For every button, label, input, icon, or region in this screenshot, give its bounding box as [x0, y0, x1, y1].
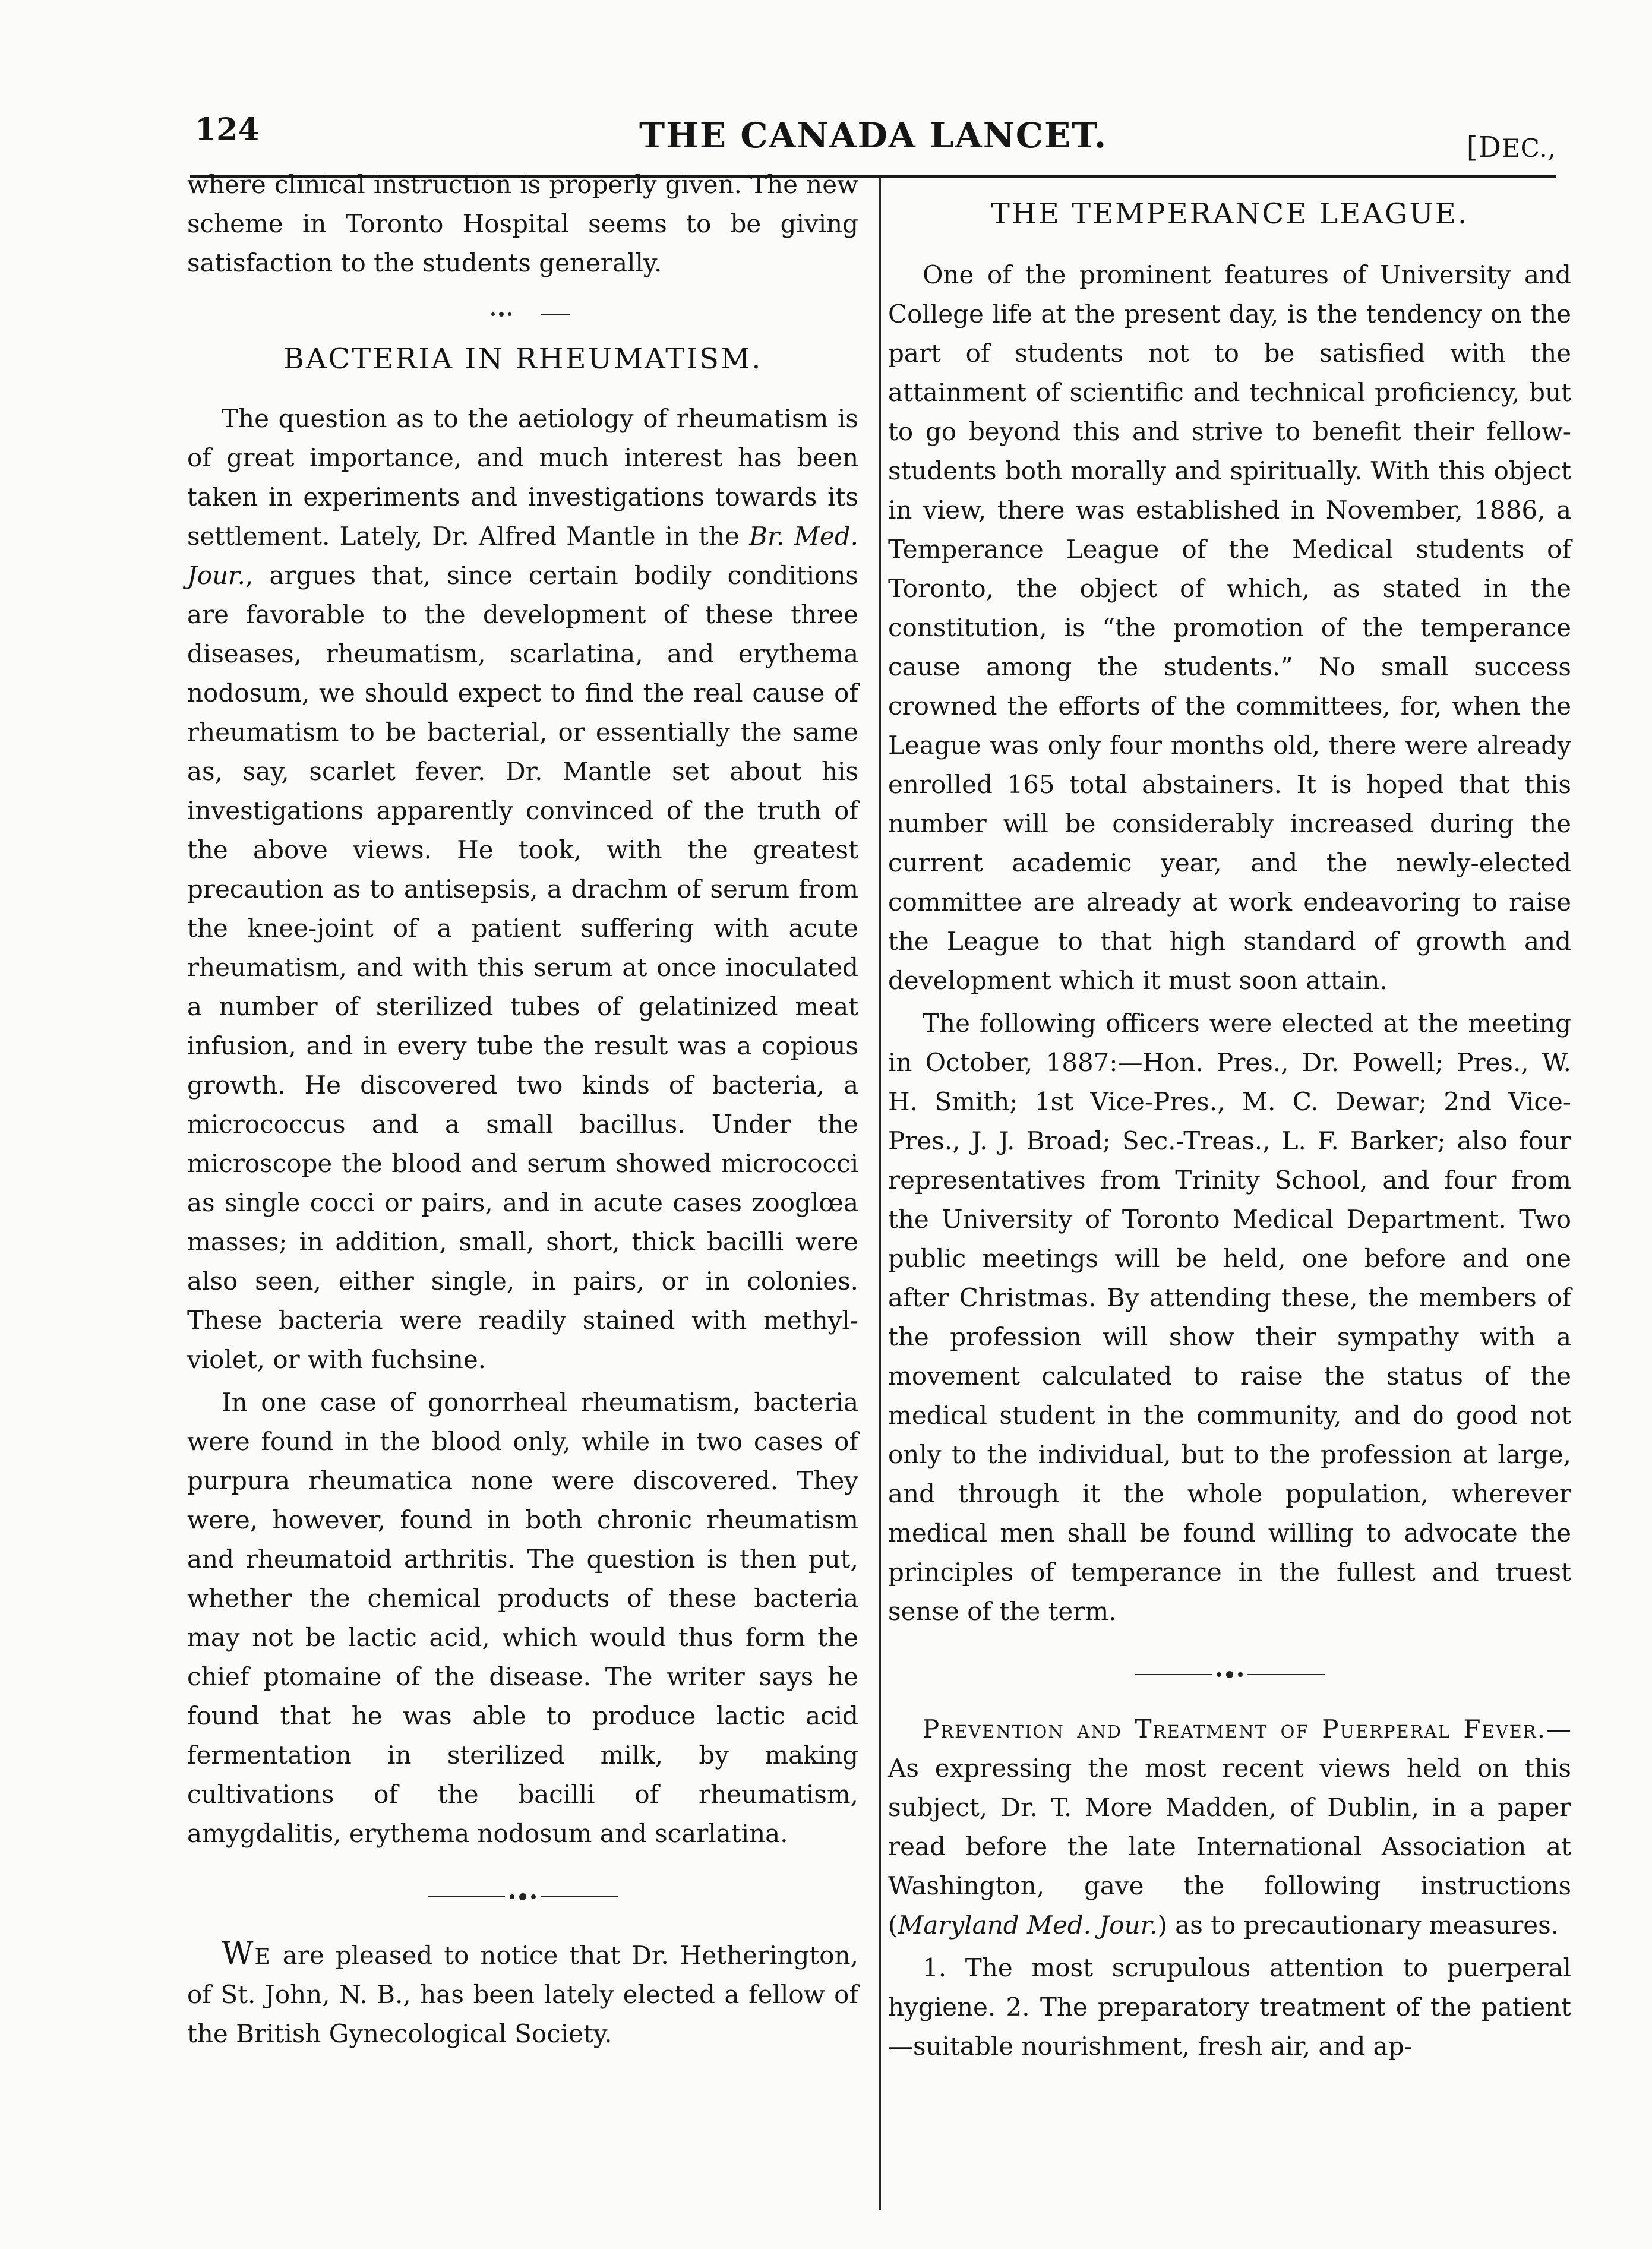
bacteria-p1-part2: , argues that, since certain bodily conditions are favorable to the development of these three diseases, rheumatism, scarlatina, and erythema nodosum, we should expect to find the real cause of rheumatism to be bacterial, or essentially the same as, say, scarlet fever. Dr. Mantle set about his investigations apparently convinced of the truth of the above views. He took, with the greatest precaution as to antisepsis, a drachm of serum from the knee-joint of a patient suffering with acute rheumatism, and with this serum at once inoculated a number of sterilized tubes of gelatinized meat infusion, and in every tube the result was a copious growth. He discovered two kinds of bacteria, a micrococcus and a small bacillus. Under the microscope the blood and serum showed micrococci as single cocci or pairs, and in acute cases zooglœa masses; in addition, small, short, thick bacilli were also seen, either single, in pairs, or in colonies. These bacteria were readily stained with methyl-violet, or with fuchsine.: [187, 561, 858, 1374]
journal-title: THE CANADA LANCET.: [639, 115, 1108, 156]
section-separator: [451, 305, 594, 323]
bacteria-paragraph-2: In one case of gonorrheal rheumatism, bacteria were found in the blood only, while in two cases of purpura rheumatica none were discovered. They were, however, found in both chronic rheumatism and rheumatoid arthritis. The question is then put, whether the chemical products of these bacteria may not be lactic acid, which would thus form the chief ptomaine of the disease. The writer says he found that he was able to produce lactic acid fermentation in sterilized milk, by making cultivations of the bacilli of rheumatism, amygdalitis, erythema nodosum and scarlatina.: [187, 1388, 858, 1848]
page-number: 124: [195, 112, 260, 148]
hetherington-text: are pleased to notice that Dr. Hetherington, of St. John, N. B., has been lately elected a fellow of the British Gynecological Society.: [187, 1941, 858, 2048]
issue-month: [1467, 131, 1556, 164]
puerperal-paragraph-1: [888, 1710, 1571, 1945]
bacteria-article-title: BACTERIA IN RHEUMATISM.: [283, 342, 763, 375]
puerperal-text-part1: —As expressing the most recent views held on this subject, Dr. T. More Madden, of Dublin, in a paper read before the late International Association at Washington, gave the following instructions (: [888, 1714, 1571, 1940]
temperance-article-title: THE TEMPERANCE LEAGUE.: [990, 197, 1469, 230]
column-divider: [879, 178, 881, 2210]
month-rest: EC.,: [1502, 134, 1556, 163]
hetherington-lead: We: [222, 1936, 271, 1972]
section-separator: [410, 1888, 636, 1906]
bacteria-p1-journal: Br. Med. Jour.: [187, 522, 859, 590]
bacteria-paragraph-1: [187, 399, 858, 1379]
month-cap: D: [1478, 131, 1502, 164]
puerperal-journal: Maryland Med. Jour.: [898, 1910, 1158, 1940]
puerperal-paragraph-2: 1. The most scrupulous attention to puerperal hygiene. 2. The preparatory treatment of the patient—suitable nourishment, fresh air, and ap-: [888, 1953, 1571, 2061]
bacteria-p1-part1: The question as to the aetiology of rheumatism is of great importance, and much interest has been taken in experiments and investigations towards its settlement. Lately, Dr. Alfred Mantle in the: [187, 404, 858, 551]
left-column: [187, 160, 858, 2054]
right-column: [888, 160, 1571, 2066]
section-separator: [1117, 1666, 1343, 1683]
puerperal-heading: Prevention and Treatment of Puerperal Fever.: [923, 1714, 1546, 1743]
hetherington-note: [187, 1934, 858, 2054]
intro-paragraph: where clinical instruction is properly given. The new scheme in Toronto Hospital seems to be giving satisfaction to the students generally.: [187, 170, 858, 277]
puerperal-text-part2: ) as to precautionary measures.: [1157, 1910, 1559, 1940]
month-bracket: [: [1466, 131, 1479, 164]
temperance-paragraph-2: The following officers were elected at the meeting in October, 1887:—Hon. Pres., Dr. Powell; Pres., W. H. Smith; 1st Vice-Pres., M. C. Dewar; 2nd Vice-Pres., J. J. Broad; Sec.-Treas., L. F. Barker; also four representatives from Trinity School, and four from the University of Toronto Medical Department. Two public meetings will be held, one before and one after Christmas. By attending these, the members of the profession will show their sympathy with a movement calculated to raise the status of the medical student in the community, and do good not only to the individual, but to the profession at large, and through it the whole population, wherever medical men shall be found willing to advocate the principles of temperance in the fullest and truest sense of the term.: [888, 1009, 1571, 1626]
temperance-paragraph-1: One of the prominent features of University and College life at the present day, is the tendency on the part of students not to be satisfied with the attainment of scientific and technical proficiency, but to go beyond this and strive to benefit their fellow-students both morally and spiritually. With this object in view, there was established in November, 1886, a Temperance League of the Medical students of Toronto, the object of which, as stated in the constitution, is “the promotion of the temperance cause among the students.” No small success crowned the efforts of the committees, for, when the League was only four months old, there were already enrolled 165 total abstainers. It is hoped that this number will be considerably increased during the current academic year, and the newly-elected committee are already at work endeavoring to raise the League to that high standard of growth and development which it must soon attain.: [888, 260, 1571, 995]
